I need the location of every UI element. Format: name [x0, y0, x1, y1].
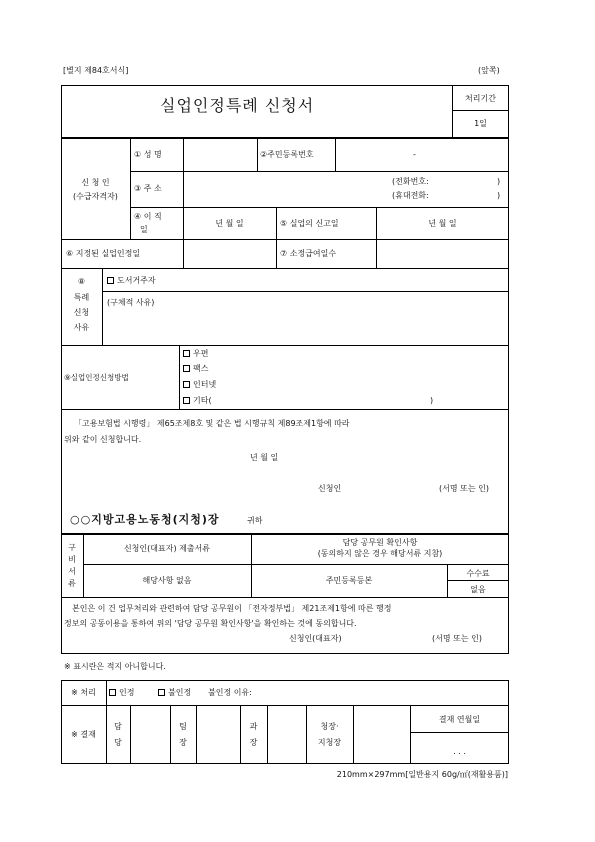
form-title: 실업인정특례 신청서	[160, 96, 315, 115]
reason-label-2: 신청	[73, 308, 90, 317]
team-sign-box[interactable]	[198, 707, 238, 762]
reason-label-num: ⑧	[77, 277, 86, 286]
approval-officer-1: 담	[114, 722, 122, 731]
section-sign-box[interactable]	[269, 707, 304, 762]
statement-line-2: 위와 같이 신청합니다.	[64, 435, 142, 444]
method-mail[interactable]: 우편	[183, 349, 208, 359]
processing-label: ※ 처리	[71, 688, 96, 697]
approval-section-1: 과	[249, 722, 258, 731]
checkbox-icon[interactable]	[183, 350, 190, 357]
option-island-resident[interactable]: 도서거주자	[107, 276, 156, 286]
checkbox-icon[interactable]	[107, 277, 114, 284]
approval-date-header: 결재 연월일	[438, 715, 481, 724]
submit-docs-value: 해당사항 없음	[142, 576, 192, 585]
processing-period-label: 처리기간	[465, 94, 496, 103]
reason-label-3: 사유	[73, 323, 90, 332]
approval-team-1: 팀	[179, 722, 187, 731]
docs-side-3: 서	[68, 567, 76, 576]
reason-detail-field[interactable]	[104, 310, 507, 343]
rrn-dash: -	[413, 150, 416, 159]
applicant-label: 신 청 인	[81, 178, 110, 187]
leave-date[interactable]: 년 월 일	[215, 219, 244, 228]
consent-line-2: 정보의 공동이용을 통하여 위의 '담당 공무원 확인사항'을 확인하는 것에 동의합니다.	[64, 619, 357, 628]
leave-label-day: 일	[140, 225, 148, 234]
officer-check-subheader: (동의하지 않은 경우 해당서류 지참)	[317, 549, 443, 558]
method-internet[interactable]: 인터넷	[183, 380, 216, 390]
docs-side-2: 비	[68, 555, 76, 564]
address-field[interactable]	[185, 173, 385, 205]
consent-signature-field[interactable]	[360, 630, 425, 646]
method-other[interactable]: 기타(	[183, 396, 212, 406]
rrn-field[interactable]	[337, 140, 507, 169]
application-date: 년 월 일	[250, 453, 279, 462]
reason-detail-label: (구체적 사유)	[107, 298, 155, 307]
report-date-label: ⑤ 실업의 신고일	[280, 219, 339, 228]
docs-side-1: 구	[68, 543, 76, 552]
applicant-sublabel: (수급자격자)	[73, 192, 118, 201]
leave-label: ④ 이 직	[134, 212, 162, 221]
approval-head-1: 청장·	[320, 722, 339, 731]
mobile-close: )	[497, 191, 501, 200]
phone-close: )	[497, 177, 501, 186]
rrn-label: ②주민등록번호	[260, 150, 314, 159]
applicant-signature-field[interactable]	[360, 478, 435, 496]
prescribed-days-field[interactable]	[378, 241, 507, 266]
reject-reason-field[interactable]	[262, 684, 506, 700]
mobile-label: (휴대전화:	[392, 191, 429, 200]
form-number: [별지 제84호서식]	[63, 66, 129, 75]
docs-side-4: 류	[68, 579, 76, 588]
head-sign-box[interactable]	[355, 707, 408, 762]
checkbox-icon[interactable]	[183, 381, 190, 388]
page-side: (앞쪽)	[478, 66, 500, 75]
officer-check-header: 담당 공무원 확인사항	[342, 538, 418, 547]
approval-head-2: 지청장	[317, 738, 342, 747]
approval-label: ※ 결재	[71, 730, 96, 739]
designated-date-field[interactable]	[185, 241, 274, 266]
method-fax[interactable]: 팩스	[183, 364, 208, 374]
statement-line-1: 「고용보험법 시행령」 제65조제8호 및 같은 법 시행규칙 제89조제1항에 따라	[74, 419, 350, 428]
fee-label: 수수료	[466, 569, 490, 578]
processing-reject[interactable]: 불인정	[158, 688, 191, 698]
name-field[interactable]	[185, 140, 255, 169]
office-name: ○○지방고용노동청(지청)장	[70, 513, 220, 526]
applicant-sign-label: 신청인	[318, 484, 342, 493]
prescribed-days-label: ⑦ 소정급여일수	[280, 249, 337, 258]
officer-check-value: 주민등록등본	[325, 576, 373, 585]
approval-date-value[interactable]: . . .	[453, 747, 466, 756]
approval-section-2: 장	[249, 738, 258, 747]
applicant-sign-note: (서명 또는 인)	[439, 484, 489, 493]
consent-signer-label: 신청인(대표자)	[289, 634, 342, 643]
processing-approve[interactable]: 인정	[109, 688, 134, 698]
consent-sign-note: (서명 또는 인)	[432, 634, 482, 643]
name-label: ① 성 명	[134, 150, 162, 159]
report-date[interactable]: 년 월 일	[428, 219, 457, 228]
method-other-close: )	[430, 396, 434, 405]
approval-team-2: 장	[179, 738, 187, 747]
fee-value: 없음	[470, 585, 486, 594]
checkbox-icon[interactable]	[183, 365, 190, 372]
office-use-note: ※ 표시란은 적지 아니합니다.	[64, 662, 166, 671]
consent-line-1: 본인은 이 건 업무처리와 관련하여 담당 공무원이 「전자정부법」 제21조제1항에 따른 행정	[72, 604, 392, 613]
checkbox-icon[interactable]	[158, 689, 165, 696]
office-suffix: 귀하	[247, 516, 263, 525]
approval-officer-2: 당	[114, 738, 122, 747]
officer-sign-box[interactable]	[132, 707, 168, 762]
checkbox-icon[interactable]	[183, 397, 190, 404]
designated-date-label: ⑥ 지정된 실업인정일	[66, 249, 141, 258]
submit-docs-header: 신청인(대표자) 제출서류	[123, 544, 211, 553]
address-label: ③ 주 소	[134, 184, 162, 193]
reason-label-1: 특례	[73, 293, 90, 302]
paper-spec: 210mm×297mm[일반용지 60g/㎡(재활용품)]	[336, 770, 508, 779]
method-label: ⑨실업인정신청방법	[64, 373, 129, 382]
reject-reason-label: 불인정 이유:	[208, 688, 252, 697]
checkbox-icon[interactable]	[109, 689, 116, 696]
phone-label: (전화번호:	[392, 177, 429, 186]
processing-period-value: 1일	[474, 119, 487, 128]
